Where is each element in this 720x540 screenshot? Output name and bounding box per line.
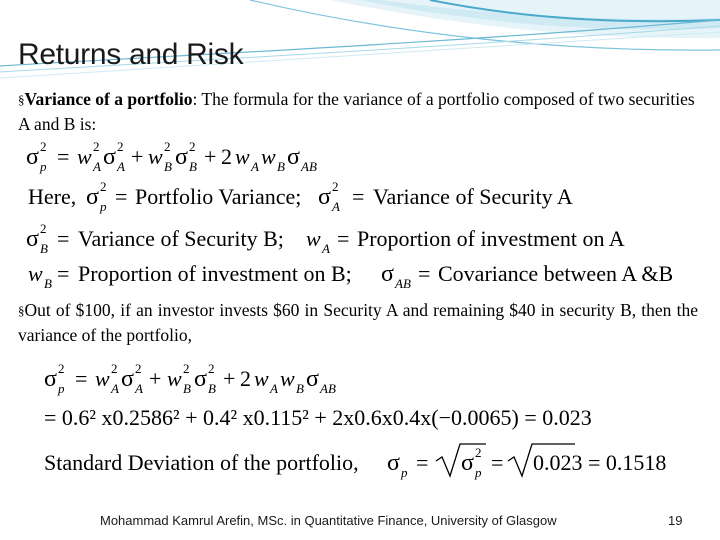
svg-text:σ: σ [175, 144, 188, 170]
svg-text:= 0.6² x0.2586² + 0.4² x0.115²: = 0.6² x0.2586² + 0.4² x0.115² + 2x0.6x0.4x(−0.0065) = 0.023 [44, 405, 592, 430]
svg-text:B: B [208, 381, 216, 396]
svg-text:=: = [416, 450, 429, 475]
svg-text:σ: σ [381, 261, 394, 287]
svg-text:B: B [40, 241, 48, 256]
svg-text:w: w [95, 366, 110, 391]
variance-formula [26, 139, 317, 174]
svg-text:B: B [189, 159, 197, 174]
svg-text:2: 2 [332, 179, 339, 194]
svg-text:2: 2 [221, 144, 232, 169]
svg-text:w: w [306, 226, 321, 251]
svg-text:2: 2 [117, 139, 124, 154]
svg-text:σ: σ [306, 366, 319, 392]
bullet-icon: § [18, 92, 25, 107]
example-paragraph [18, 298, 698, 348]
svg-text:=: = [57, 144, 70, 169]
slide-title: Returns and Risk [18, 38, 244, 71]
svg-text:A: A [332, 199, 340, 214]
svg-text:σ: σ [103, 144, 116, 170]
example-text: Out of $100, if an investor invests $60 in Security A and remaining $40 in security B, then the variance of the portfolio, [18, 300, 698, 345]
svg-text:σ: σ [44, 366, 57, 392]
svg-text:2: 2 [40, 139, 47, 154]
svg-text:AB: AB [320, 381, 336, 396]
svg-text:A: A [117, 159, 125, 174]
svg-text:2: 2 [208, 361, 215, 376]
svg-text:2: 2 [135, 361, 142, 376]
svg-text:Proportion of investment on A: Proportion of investment on A [357, 226, 625, 251]
svg-text:=: = [75, 366, 88, 391]
svg-text:w: w [235, 144, 250, 169]
svg-text:0.023 = 0.1518: 0.023 = 0.1518 [533, 450, 667, 475]
svg-text:2: 2 [475, 445, 482, 460]
calc-numeric [44, 405, 592, 430]
svg-text:w: w [254, 366, 269, 391]
svg-text:Portfolio Variance;: Portfolio Variance; [135, 184, 302, 209]
calc-formula [44, 361, 336, 396]
svg-text:2: 2 [189, 139, 196, 154]
definition-line-2 [26, 221, 625, 256]
svg-text:=: = [115, 184, 128, 209]
svg-text:p: p [100, 199, 107, 214]
svg-text:A: A [93, 159, 101, 174]
svg-text:Covariance between A &B: Covariance between A &B [438, 261, 674, 286]
svg-text:AB: AB [395, 276, 411, 291]
svg-text:=: = [337, 226, 350, 251]
svg-text:Variance of Security B;: Variance of Security B; [78, 226, 284, 251]
svg-text:σ: σ [387, 450, 400, 476]
footer-author: Mohammad Kamrul Arefin, MSc. in Quantitative Finance, University of Glasgow [100, 513, 557, 528]
svg-text:σ: σ [318, 184, 331, 210]
svg-text:σ: σ [194, 366, 207, 392]
svg-text:A: A [270, 381, 278, 396]
svg-text:w: w [280, 366, 295, 391]
svg-text:+: + [223, 366, 236, 391]
svg-text:σ: σ [86, 184, 99, 210]
svg-text:p: p [475, 465, 482, 480]
svg-text:2: 2 [240, 366, 251, 391]
svg-text:=: = [418, 261, 431, 286]
svg-text:B: B [183, 381, 191, 396]
bullet-icon: § [18, 303, 25, 318]
svg-text:B: B [44, 276, 52, 291]
svg-text:Here,: Here, [28, 184, 77, 209]
svg-text:σ: σ [287, 144, 300, 170]
svg-text:w: w [28, 261, 43, 286]
svg-text:2: 2 [40, 221, 47, 236]
intro-text: : The formula for the variance of a portfolio composed of two securities A and B is: [18, 89, 695, 134]
svg-text:=: = [57, 261, 70, 286]
svg-text:=: = [491, 450, 504, 475]
svg-text:AB: AB [301, 159, 317, 174]
variance-heading: Variance of a portfolio [24, 89, 193, 109]
svg-text:w: w [167, 366, 182, 391]
svg-text:w: w [148, 144, 163, 169]
svg-text:w: w [77, 144, 92, 169]
svg-text:+: + [131, 144, 144, 169]
svg-text:2: 2 [100, 179, 107, 194]
svg-text:2: 2 [58, 361, 65, 376]
svg-text:Standard Deviation of the port: Standard Deviation of the portfolio, [44, 450, 359, 475]
svg-text:=: = [352, 184, 365, 209]
svg-text:B: B [277, 159, 285, 174]
svg-text:σ: σ [26, 226, 39, 252]
svg-text:A: A [251, 159, 259, 174]
page-number: 19 [668, 513, 683, 528]
svg-text:+: + [149, 366, 162, 391]
svg-text:A: A [111, 381, 119, 396]
svg-text:B: B [296, 381, 304, 396]
svg-text:A: A [135, 381, 143, 396]
svg-text:σ: σ [121, 366, 134, 392]
svg-text:Proportion of investment on B;: Proportion of investment on B; [78, 261, 352, 286]
svg-text:w: w [261, 144, 276, 169]
svg-text:2: 2 [183, 361, 190, 376]
svg-text:σ: σ [26, 144, 39, 170]
svg-text:2: 2 [164, 139, 171, 154]
svg-text:B: B [164, 159, 172, 174]
svg-text:2: 2 [111, 361, 118, 376]
svg-text:Variance of Security A: Variance of Security A [373, 184, 573, 209]
svg-text:p: p [401, 465, 408, 480]
svg-text:σ: σ [461, 450, 474, 476]
svg-text:p: p [40, 159, 47, 174]
svg-text:2: 2 [93, 139, 100, 154]
svg-text:A: A [322, 241, 330, 256]
std-deviation-line [44, 444, 666, 480]
definition-line-1 [28, 179, 573, 214]
svg-text:+: + [204, 144, 217, 169]
svg-text:=: = [57, 226, 70, 251]
definition-line-3 [28, 261, 673, 291]
svg-text:p: p [58, 381, 65, 396]
